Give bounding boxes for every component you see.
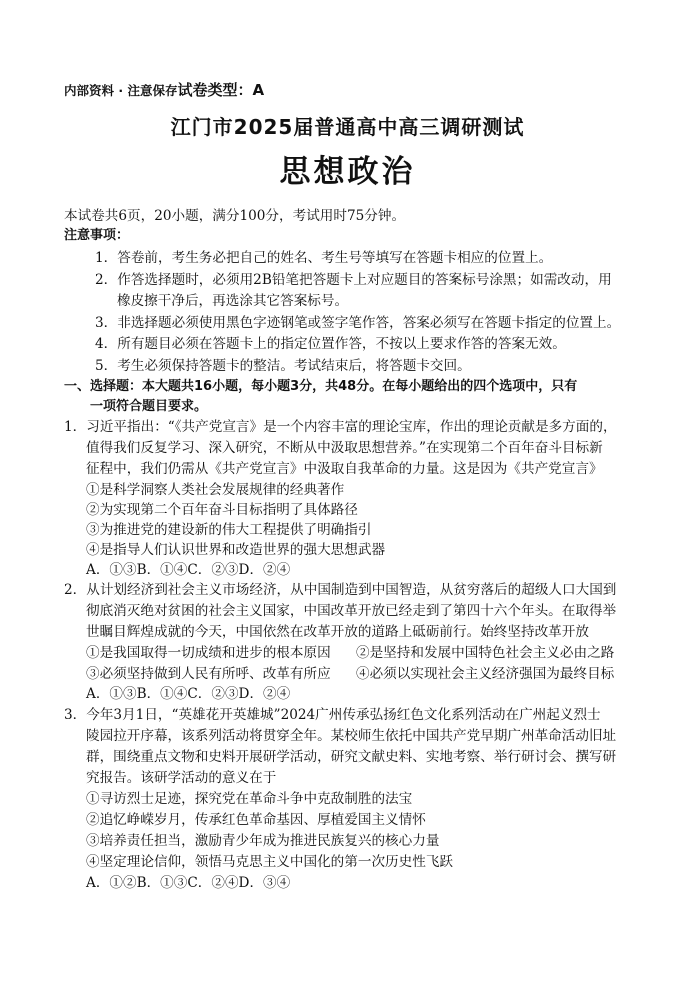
question-stem: 究报告。该研学活动的意义在于 — [86, 770, 277, 786]
question-item: ②是坚持和发展中国特色社会主义必由之路 — [356, 645, 615, 661]
note-item: 1．答卷前，考生务必把自己的姓名、考生号等填写在答题卡相应的位置上。 — [95, 250, 553, 266]
section-heading-cont: 一项符合题目要求。 — [90, 399, 208, 414]
answer-options: A．①②B．①③C．②④D．③④ — [86, 875, 291, 891]
confidential-notice — [64, 79, 264, 100]
question-item: ④坚定理论信仰，领悟马克思主义中国化的第一次历史性飞跃 — [86, 854, 454, 870]
question-item: ②追忆峥嵘岁月，传承红色革命基因、厚植爱国主义情怀 — [86, 812, 426, 828]
section-heading: 一、选择题：本大题共16小题，每小题3分，共48分。在每小题给出的四个选项中，只有 — [64, 379, 578, 394]
question-item: ④是指导人们认识世界和改造世界的强大思想武器 — [86, 542, 386, 558]
question-item: ①是我国取得一切成绩和进步的根本原因 — [86, 645, 331, 661]
question-item: ③为推进党的建设新的伟大工程提供了明确指引 — [86, 522, 372, 538]
answer-options: A．①③B．①④C．②③D．②④ — [86, 686, 291, 702]
intro-text: 本试卷共6页，20小题，满分100分，考试用时75分钟。 — [64, 208, 406, 224]
question-stem: 值得我们反复学习、深入研究，不断从中汲取思想营养。”在实现第二个百年奋斗目标新 — [86, 440, 603, 456]
question-stem: 1．习近平指出：“《共产党宣言》是一个内容丰富的理论宝库，作出的理论贡献是多方面的， — [64, 419, 617, 435]
exam-title: 江门市2025届普通高中高三调研测试 — [170, 115, 525, 139]
note-item: 橡皮擦干净后，再选涂其它答案标号。 — [117, 293, 349, 309]
question-item: ④必须以实现社会主义经济强国为最终目标 — [356, 666, 615, 682]
question-item: ②为实现第二个百年奋斗目标指明了具体路径 — [86, 502, 358, 518]
note-item: 5．考生必须保持答题卡的整洁。考试结束后，将答题卡交回。 — [95, 358, 471, 374]
question-stem: 3．今年3月1日，“英雄花开英雄城”2024广州传承弘扬红色文化系列活动在广州起义烈士 — [64, 707, 601, 723]
question-item: ③培养责任担当，激励青少年成为推进民族复兴的核心力量 — [86, 833, 440, 849]
question-stem: 世瞩目辉煌成就的今天，中国依然在改革开放的道路上砥砺前行。始终坚持改革开放 — [86, 624, 589, 640]
subject-title: 思想政治 — [279, 154, 416, 190]
question-item: ①寻访烈士足迹，探究党在革命斗争中克敌制胜的法宝 — [86, 791, 413, 807]
question-stem: 征程中，我们仍需从《共产党宣言》中汲取自我革命的力量。这是因为《共产党宣言》 — [86, 461, 603, 477]
question-stem: 彻底消灭绝对贫困的社会主义国家，中国改革开放已经走到了第四十六个年头。在取得举 — [86, 603, 617, 619]
question-stem: 陵园拉开序幕，该系列活动将贯穿全年。某校师生依托中国共产党早期广州革命活动旧址 — [86, 728, 617, 744]
note-item: 4．所有题目必须在答题卡上的指定位置作答，不按以上要求作答的答案无效。 — [95, 336, 566, 352]
note-item: 2．作答选择题时，必须用2B铅笔把答题卡上对应题目的答案标号涂黑；如需改动，用 — [95, 272, 612, 288]
paper-type: 试卷类型：A — [177, 81, 265, 99]
question-item: ①是科学洞察人类社会发展规律的经典著作 — [86, 482, 345, 498]
answer-options: A．①③B．①④C．②③D．②④ — [86, 562, 291, 578]
confidential-label: 内部资料 · 注意保存 — [64, 83, 178, 98]
note-item: 3．非选择题必须使用黑色字迹钢笔或签字笔作答，答案必须写在答题卡指定的位置上。 — [95, 315, 621, 331]
question-stem: 2．从计划经济到社会主义市场经济，从中国制造到中国智造，从贫穷落后的超级人口大国到 — [64, 582, 617, 598]
notes-heading: 注意事项： — [64, 228, 130, 243]
question-item: ③必须坚持做到人民有所呼、改革有所应 — [86, 666, 331, 682]
question-stem: 群，围绕重点文物和史料开展研学活动，研究文献史料、实地考察、举行研讨会、撰写研 — [86, 749, 617, 765]
